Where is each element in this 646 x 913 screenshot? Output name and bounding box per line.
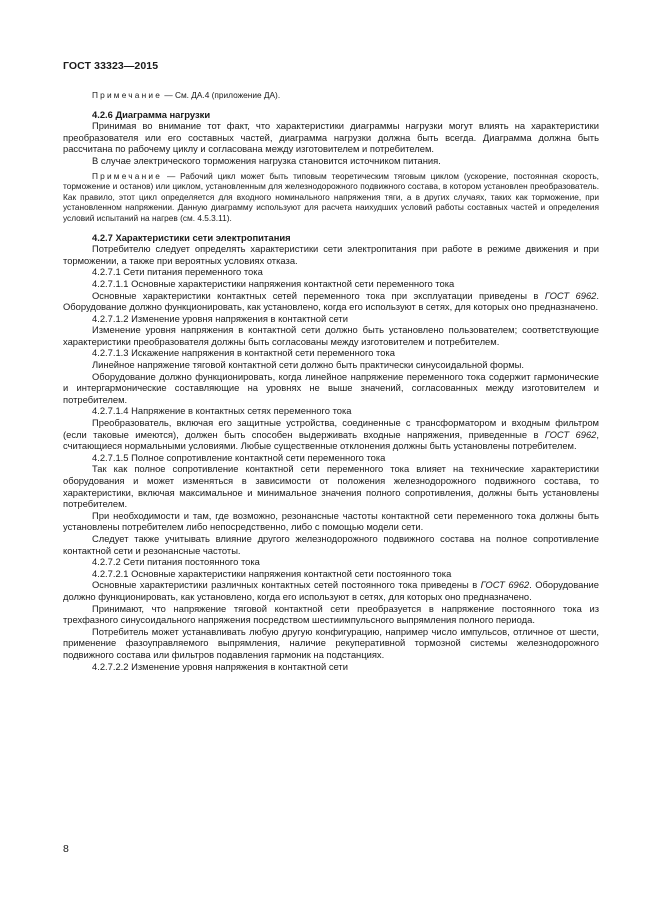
paragraph: Так как полное сопротивление контактной сети переменного тока влияет на технические характеристики оборудования и может изменяться в зависимости от положения железнодорожного подвижного состава, то характеристики, включая максимальное и минимальное значения полного сопротивления, должны быть установлены потребителем.	[63, 463, 599, 510]
note-1	[63, 90, 599, 101]
paragraph: Изменение уровня напряжения в контактной сети должно быть установлено пользователем; соответствующие характеристики преобразователя должны быть согласованы между изготовителем и потребителем.	[63, 324, 599, 347]
paragraph: Линейное напряжение тяговой контактной сети должно быть практически синусоидальной формы.	[92, 359, 524, 371]
paragraph: Преобразователь, включая его защитные устройства, соединенные с трансформатором и входным фильтром (если таковые имеются), должен быть способен выдерживать входные напряжения, приведенные в ГОСТ 6962, считающиеся нормальными условиями. Любые существенные отклонения должны быть установлены потребителем.	[63, 417, 599, 452]
page-body	[63, 90, 599, 672]
paragraph: Принимают, что напряжение тяговой контактной сети преобразуется в напряжение постоянного тока из трехфазного синусоидального напряжения посредством шестиимпульсного выпрямления полного периода.	[63, 602, 599, 626]
note-label: Примечание	[92, 90, 163, 100]
subsection-title: 4.2.7.1.5 Полное сопротивление контактной сети переменного тока	[92, 451, 386, 463]
subsection-title: 4.2.7.1.4 Напряжение в контактных сетях переменного тока	[92, 405, 352, 417]
note-dash: —	[164, 90, 173, 100]
subsection-title: 4.2.7.1.1 Основные характеристики напряжения контактной сети переменного тока	[92, 277, 455, 289]
note-text: Рабочий цикл может быть типовым теоретическим тяговым циклом (ускорение, постоянная скорость, торможение и останов) или циклом, установленным для железнодорожного подвижного состава, в котором установлен преобразователь. Как правило, этот цикл определяется для входного номинального напряжения тяги, а в других случаях, таких как торможение, при установленном напряжении. Данную диаграмму используют для расчета наихудших условий работы составных частей и определения условий испытаний на нагрев (см. 4.5.3.11).	[63, 170, 599, 223]
section-4-2-6-title: 4.2.6 Диаграмма нагрузки	[92, 108, 211, 120]
paragraph: Принимая во внимание тот факт, что характеристики диаграммы нагрузки могут влиять на характеристики преобразователя или его составных частей, диаграмма нагрузки должна быть всегда. Диаграмма должна быть рассчитана по рабочему циклу и согласована между изготовителем и потребителем.	[63, 120, 599, 155]
paragraph: Основные характеристики различных контактных сетей постоянного тока приведены в ГОСТ 6962. Оборудование должно функционировать, как установлено, когда его используют в сетях, для которых оно предназначено.	[63, 579, 599, 602]
paragraph: При необходимости и там, где возможно, резонансные частоты контактной сети переменного тока должны быть установлены потребителем либо непосредственно, либо с помощью модели сети.	[63, 509, 599, 533]
paragraph: Потребителю следует определять характеристики сети электропитания при работе в режиме движения и при торможении, а также при вероятных условиях отказа.	[63, 243, 599, 266]
paragraph: Следует также учитывать влияние другого железнодорожного подвижного состава на полное сопротивление контактной сети и резонансные частоты.	[63, 532, 599, 556]
page-number: 8	[63, 843, 69, 855]
paragraph: Основные характеристики контактных сетей переменного тока при эксплуатации приведены в ГОСТ 6962. Оборудование должно функционировать, как установлено, когда его используют в сетях, для которых оно предназначено.	[63, 289, 599, 313]
subsection-title: 4.2.7.2.2 Изменение уровня напряжения в контактной сети	[92, 660, 348, 672]
note-dash: —	[166, 170, 176, 181]
standard-reference: ГОСТ 6962	[544, 289, 597, 301]
standard-reference: ГОСТ 6962	[544, 428, 597, 440]
subsection-title: 4.2.7.2 Сети питания постоянного тока	[92, 556, 260, 568]
document-code: ГОСТ 33323—2015	[63, 60, 159, 72]
subsection-title: 4.2.7.1.2 Изменение уровня напряжения в контактной сети	[92, 312, 348, 324]
note-label: Примечание	[92, 170, 163, 181]
paragraph: В случае электрического торможения нагрузка становится источником питания.	[92, 154, 441, 166]
subsection-title: 4.2.7.2.1 Основные характеристики напряжения контактной сети постоянного тока	[92, 567, 452, 579]
paragraph: Оборудование должно функционировать, когда линейное напряжение переменного тока содержит гармонические и интергармонические составляющие на уровнях не выше значений, согласованных между изготовителем и потребителем.	[63, 370, 599, 405]
subsection-title: 4.2.7.1 Сети питания переменного тока	[92, 266, 263, 278]
section-4-2-7-title: 4.2.7 Характеристики сети электропитания	[92, 231, 291, 243]
note-text: См. ДА.4 (приложение ДА).	[174, 90, 281, 100]
note-2	[63, 171, 599, 224]
subsection-title: 4.2.7.1.3 Искажение напряжения в контактной сети переменного тока	[92, 347, 395, 359]
standard-reference: ГОСТ 6962	[480, 579, 530, 591]
paragraph: Потребитель может устанавливать любую другую конфигурацию, например число импульсов, отличное от шести, применение фазоуправляемого выпрямления, наличие рекуперативной тормозной системы железнодорожного подвижного состава или фильтров подавления гармоник на подстанциях.	[63, 625, 599, 660]
